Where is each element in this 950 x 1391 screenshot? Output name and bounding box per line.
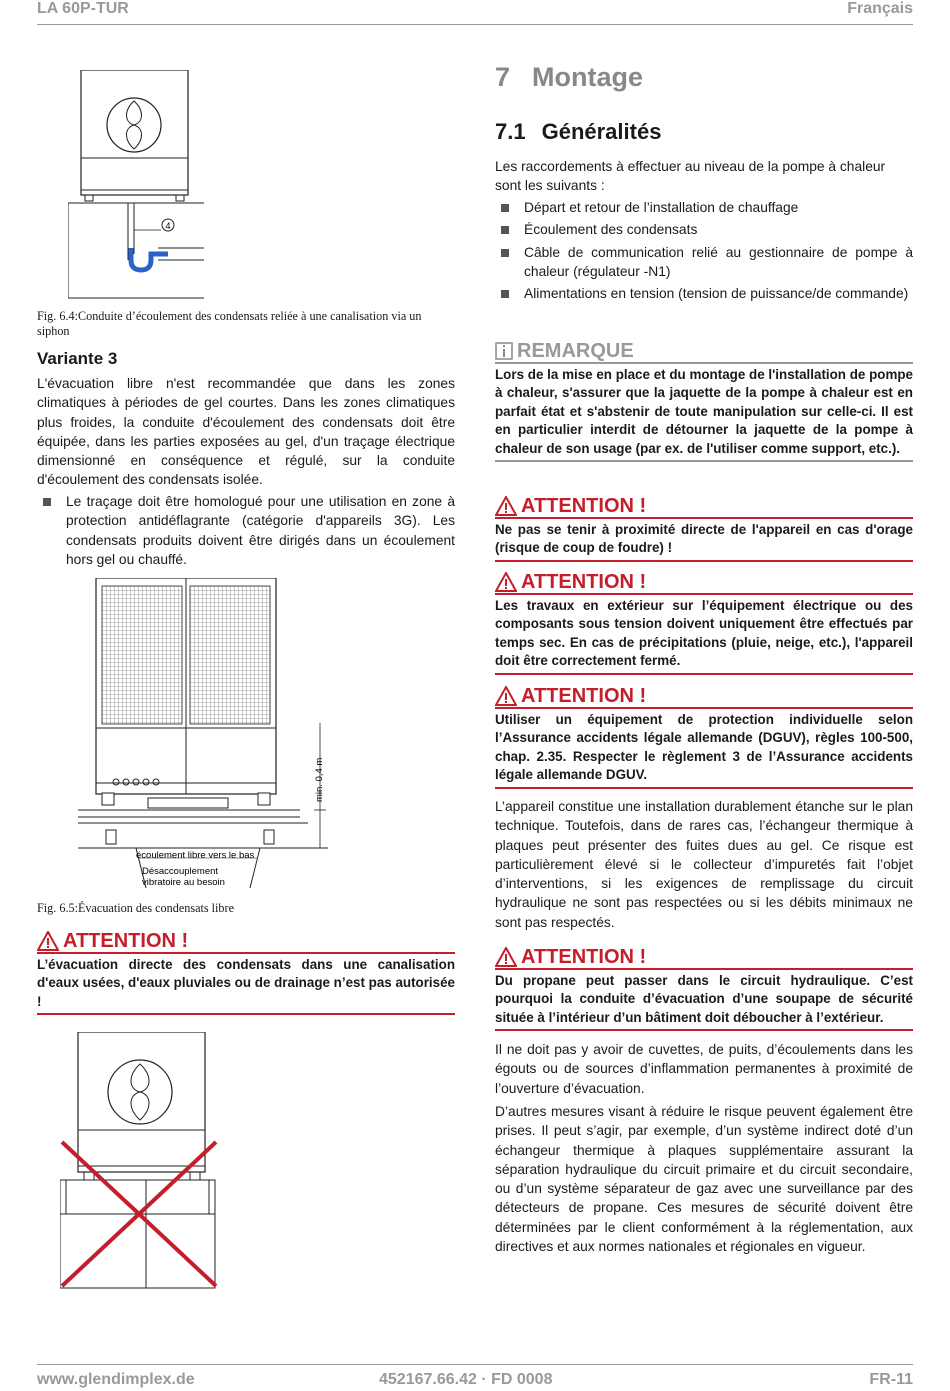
footer-doc-number: 452167.66.42 · FD 0008 <box>379 1371 553 1388</box>
label-min-height: min. 0,4 m <box>314 757 325 802</box>
list-item: Écoulement des condensats <box>495 220 913 239</box>
list-item: Le traçage doit être homologué pour une utilisation en zone à protection antidéflagrante (catégorie d'appareils 3G). Les condensats produits doivent être dirigés dans un écoulement hors gel ou chauffé. <box>37 492 455 569</box>
label-decoupling-2: vibratoire au besoin <box>142 877 225 888</box>
warning-body: Les travaux en extérieur sur l’équipement électrique ou des composants sous tension doivent uniquement être effectués par temps sec. En cas de précipitations (pluie, neige, etc.), l'appareil doit être correctement fermé. <box>495 597 913 675</box>
warning-body: Du propane peut passer dans le circuit hydraulique. C’est pourquoi la conduite d’évacuation d’une soupape de sécurité située à l’intérieur d’un bâtiment doit déboucher à l’extérieur. <box>495 972 913 1031</box>
warning-propane <box>495 946 913 1031</box>
callout-4: 4 <box>165 221 171 231</box>
label-free-drain: écoulement libre vers le bas <box>136 850 255 861</box>
paragraph-no-sinks: Il ne doit pas y avoir de cuvettes, de puits, d’écoulements dans les égouts ou de sources d’inflammation permanentes à proximité de l’ouverture d’évacuation. <box>495 1042 913 1096</box>
variante-3-heading: Variante 3 <box>37 349 118 368</box>
warning-body: L’évacuation directe des condensats dans une canalisation d'eaux usées, d'eaux pluviales ou de drainage n’est pas autorisée ! <box>37 956 455 1015</box>
warning-body: Ne pas se tenir à proximité directe de l'appareil en cas d'orage (risque de coup de foudre) ! <box>495 521 913 562</box>
connection-list <box>495 198 913 303</box>
figure-prohibited-installation <box>60 1032 220 1290</box>
figure-caption-6-5: Fig. 6.5:Évacuation des condensats libre <box>37 901 234 915</box>
list-item: Câble de communication relié au gestionnaire de pompe à chaleur (régulateur -N1) <box>495 243 913 282</box>
warning-triangle-icon <box>495 686 517 706</box>
note-body: Lors de la mise en place et du montage de l'installation de pompe à chaleur, s'assurer que la jaquette de la pompe à chaleur est en parfait état et s'abstenir de toute manipulation sur celle-ci. Il est en particulier interdit de détourner la jaquette de la pompe à chaleur de son usage (par ex. de l'utiliser comme support, etc.). <box>495 366 913 462</box>
variante-3-bullets <box>37 492 455 569</box>
warning-triangle-icon <box>495 572 517 592</box>
warning-title: ATTENTION ! <box>521 570 647 593</box>
note-box <box>495 340 913 462</box>
warning-protective-equipment <box>495 685 913 789</box>
figure-caption-6-4: Fig. 6.4:Conduite d’écoulement des condensats reliée à une canalisation via un siphon <box>37 309 422 338</box>
warning-title: ATTENTION ! <box>521 945 647 968</box>
list-item: Départ et retour de l’installation de chauffage <box>495 198 913 217</box>
warning-title: ATTENTION ! <box>521 494 647 517</box>
list-item: Alimentations en tension (tension de puissance/de commande) <box>495 284 913 303</box>
footer-page-number: FR-11 <box>869 1371 913 1388</box>
page-header <box>37 0 913 25</box>
page-footer <box>37 1364 913 1391</box>
paragraph-sealed-installation: L’appareil constitue une installation durablement étanche sur le plan technique. Toutefois, dans de rares cas, l’échangeur thermique à plaques peut présenter des fuites dues au gel. Ce risque est particulièrement élevé si le collecteur d’impuretés fait l’objet d’interventions, si les exigences de remplissage du circuit hydraulique ne sont pas respectées ou si les débits minimaux ne sont pas respectés. <box>495 799 913 930</box>
chapter-heading: 7 Montage <box>495 62 644 92</box>
variante-3-text: L'évacuation libre n'est recommandée que dans les zones climatiques à périodes de gel courtes. Dans les zones climatiques plus froides, la conduite d'écoulement des condensats doit être équipée, dans les parties exposées au gel, d'un traçage électrique dimensionné en conséquence et régulé, sur la conduite d'écoulement des condensats isolée. <box>37 376 455 488</box>
warning-triangle-icon <box>37 931 59 951</box>
warning-direct-drain <box>37 930 455 1015</box>
warning-triangle-icon <box>495 947 517 967</box>
paragraph-additional-measures: D’autres mesures visant à réduire le risque peuvent également être prises. Il peut s’agir, par exemple, d’un système indirect doté d’un échangeur thermique à plaques supplémentaire assurant la séparation hydraulique du circuit primaire et du circuit secondaire, ou d’un système séparateur de gaz avec une surveillance par des détecteurs de propane. Ces mesures de sécurité doivent être déterminées par le client conformément à la réglementation, aux directives et aux normes nationales et régionales en vigueur. <box>495 1104 913 1255</box>
warning-title: ATTENTION ! <box>63 929 189 952</box>
figure-free-condensate-drain <box>78 578 378 890</box>
footer-website[interactable]: www.glendimplex.de <box>37 1371 195 1388</box>
header-model: LA 60P-TUR <box>37 0 129 17</box>
header-language: Français <box>847 0 913 17</box>
warning-triangle-icon <box>495 496 517 516</box>
section-heading: 7.1 Généralités <box>495 119 662 144</box>
note-title: REMARQUE <box>517 339 634 362</box>
warning-outdoor-work <box>495 571 913 675</box>
warning-body: Utiliser un équipement de protection individuelle selon l’Assurance accidents légale allemande (DGUV), règles 100-500, chap. 2.35. Respecter le règlement 3 de l’Assurance accidents légale allemande DGUV. <box>495 711 913 789</box>
info-icon <box>495 342 513 360</box>
label-decoupling-1: Désaccouplement <box>142 866 219 877</box>
figure-condensate-siphon <box>68 70 204 302</box>
warning-title: ATTENTION ! <box>521 684 647 707</box>
section-intro: Les raccordements à effectuer au niveau de la pompe à chaleur sont les suivants : <box>495 159 886 194</box>
warning-lightning <box>495 495 913 562</box>
